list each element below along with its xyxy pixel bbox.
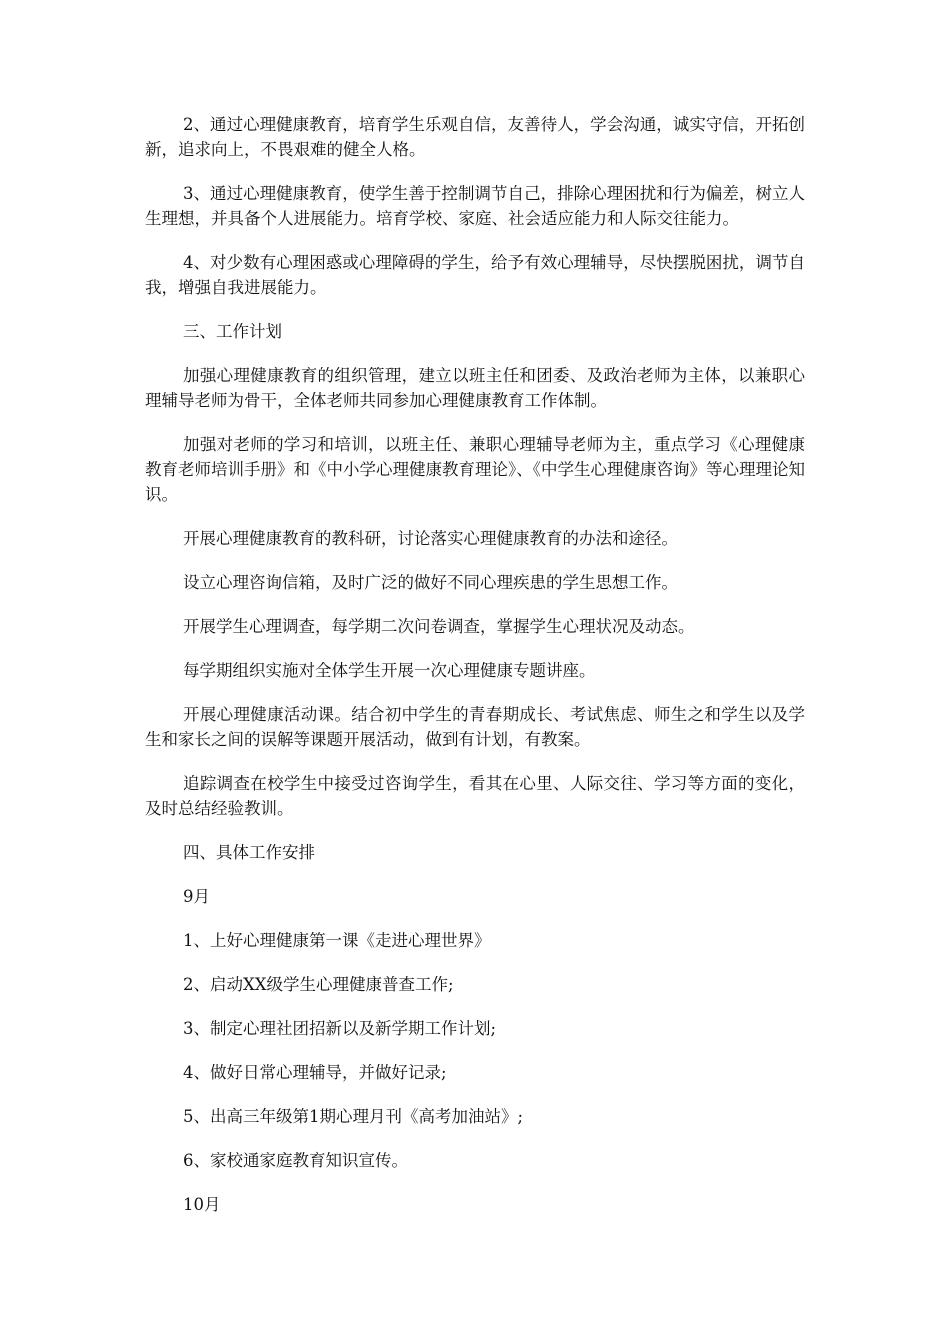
document-body bbox=[145, 112, 805, 1236]
month-heading-september: 9月 bbox=[183, 887, 210, 906]
list-item-sep-3: 3、制定心理社团招新以及新学期工作计划; bbox=[183, 1019, 497, 1038]
paragraph-plan-management: 加强心理健康教育的组织管理，建立以班主任和团委、及政治老师为主体，以兼职心理辅导老师为骨干，全体老师共同参加心理健康教育工作体制。 bbox=[145, 366, 805, 410]
list-item-sep-4: 4、做好日常心理辅导，并做好记录; bbox=[183, 1063, 447, 1082]
paragraph-plan-research: 开展心理健康教育的教科研，讨论落实心理健康教育的办法和途径。 bbox=[183, 529, 678, 548]
section-heading-work-plan: 三、工作计划 bbox=[183, 322, 282, 341]
list-item-sep-5: 5、出高三年级第1期心理月刊《高考加油站》; bbox=[183, 1107, 524, 1126]
paragraph-plan-survey: 开展学生心理调查，每学期二次问卷调查，掌握学生心理状况及动态。 bbox=[183, 617, 695, 636]
paragraph-goal-3: 3、通过心理健康教育，使学生善于控制调节自己，排除心理困扰和行为偏差，树立人生理想，并具备个人进展能力。培育学校、家庭、社会适应能力和人际交往能力。 bbox=[145, 184, 805, 228]
list-item-sep-6: 6、家校通家庭教育知识宣传。 bbox=[183, 1151, 408, 1170]
paragraph-plan-training: 加强对老师的学习和培训，以班主任、兼职心理辅导老师为主，重点学习《心理健康教育老师培训手册》和《中小学心理健康教育理论》、《中学生心理健康咨询》等心理理论知识。 bbox=[145, 435, 805, 504]
list-item-sep-2: 2、启动XX级学生心理健康普查工作; bbox=[183, 975, 454, 994]
paragraph-plan-activity-class: 开展心理健康活动课。结合初中学生的青春期成长、考试焦虑、师生之和学生以及学生和家长之间的误解等课题开展活动，做到有计划，有教案。 bbox=[145, 705, 805, 749]
section-heading-schedule: 四、具体工作安排 bbox=[183, 843, 315, 862]
list-item-sep-1: 1、上好心理健康第一课《走进心理世界》 bbox=[183, 931, 491, 950]
paragraph-goal-2: 2、通过心理健康教育，培育学生乐观自信，友善待人，学会沟通，诚实守信，开拓创新，追求向上，不畏艰难的健全人格。 bbox=[145, 115, 805, 159]
paragraph-goal-4: 4、对少数有心理困惑或心理障碍的学生，给予有效心理辅导，尽快摆脱困扰，调节自我，增强自我进展能力。 bbox=[145, 253, 805, 297]
month-heading-october: 10月 bbox=[183, 1195, 221, 1214]
paragraph-plan-mailbox: 设立心理咨询信箱，及时广泛的做好不同心理疾患的学生思想工作。 bbox=[183, 573, 678, 592]
paragraph-plan-followup: 追踪调查在校学生中接受过咨询学生，看其在心里、人际交往、学习等方面的变化，及时总结经验教训。 bbox=[145, 774, 805, 818]
paragraph-plan-lecture: 每学期组织实施对全体学生开展一次心理健康专题讲座。 bbox=[183, 661, 596, 680]
